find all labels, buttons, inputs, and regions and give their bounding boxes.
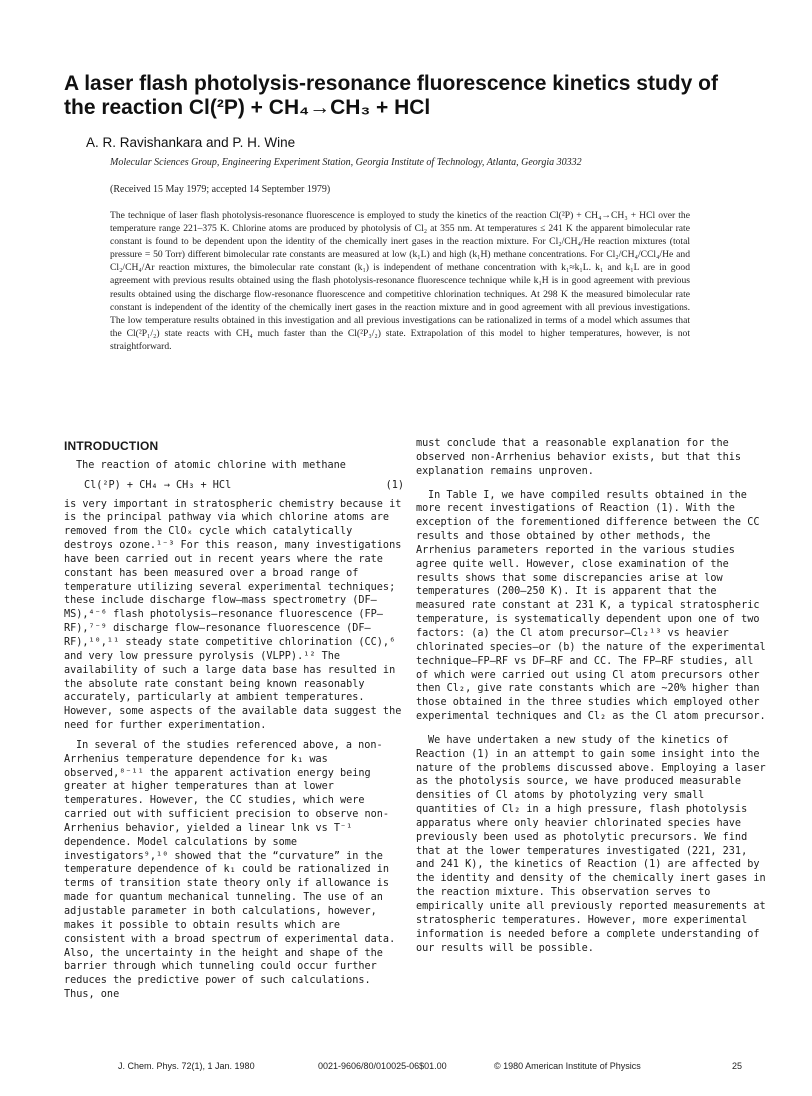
equation — [64, 479, 404, 493]
paragraph: In Table I, we have compiled results obtained in the more recent investigations of Reaction (1). With the exception of the forementioned difference between the CC results and those obtained by other methods, the Arrhenius parameters reported in the various studies agree quite well. However, close examination of the results shows that some discrepancies arise at low temperatures (200–250 K). It is apparent that the measured rate constant at 231 K, a typical stratospheric temperature, is systematically dependent upon one of two factors: (a) the Cl atom precursor—Cl₂¹³ vs heavier chlorinated species—or (b) the nature of the experimental technique—FP–RF vs DF–RF and CC. The FP–RF studies, all of which were carried out using Cl atom precursors other then Cl₂, give rate constants which are ~20% higher than those obtained in the three studies which employed other experimental techniques and Cl₂ as the Cl atom precursor. — [416, 489, 766, 723]
article-title: A laser flash photolysis-resonance fluorescence kinetics study of the reaction Cl(²P) + CH₄→CH₃ + HCl — [64, 72, 718, 119]
footer-journal: J. Chem. Phys. 72(1), 1 Jan. 1980 — [118, 1061, 255, 1071]
paragraph: must conclude that a reasonable explanation for the observed non-Arrhenius behavior exists, but that this explanation remains unproven. — [416, 438, 742, 477]
equation-number: (1) — [385, 479, 404, 491]
equation-text: Cl(²P) + CH₄ → CH₃ + HCl — [84, 479, 232, 491]
received-dates: (Received 15 May 1979; accepted 14 September 1979) — [110, 184, 331, 195]
footer-copyright: © 1980 American Institute of Physics — [494, 1061, 641, 1071]
paragraph: We have undertaken a new study of the kinetics of Reaction (1) in an attempt to gain some insight into the nature of the problems discussed above. Employing a laser as the photolysis source, we have produced measurable densities of Cl atoms by photolyzing very small quantities of Cl₂ in a high pressure, flash photolysis apparatus where only heavier chlorinated species have previously been used as photolytic precursors. We find that at the lower temperatures investigated (221, 231, and 241 K), the kinetics of Reaction (1) are affected by the identity and density of the chemically inert gases in the reaction mixture. This observation serves to empirically unite all previously reported measurements at stratospheric temperatures. However, more experimental information is needed before a complete understanding of our results will be possible. — [416, 734, 766, 954]
section-heading-introduction: INTRODUCTION — [64, 439, 159, 453]
affiliation: Molecular Sciences Group, Engineering Experiment Station, Georgia Institute of Technology, Atlanta, Georgia 30332 — [110, 157, 582, 168]
right-column — [416, 437, 766, 961]
authors: A. R. Ravishankara and P. H. Wine — [86, 135, 296, 150]
left-column — [64, 440, 404, 1008]
paragraph: In several of the studies referenced above, a non-Arrhenius temperature dependence for k₁ was observed,⁸⁻¹¹ the apparent activation energy being greater at higher temperatures than at lower temperatures. However, the CC studies, which were carried out with sufficient precision to observe non-Arrhenius behavior, yielded a linear lnk vs T⁻¹ dependence. Model calculations by some investigators⁹,¹⁰ showed that the “curvature” in the temperature dependence of k₁ could be rationalized in terms of transition state theory only if allowance is made for quantum mechanical tunneling. The use of an adjustable parameter in both calculations, however, makes it possible to obtain results which are consistent with a broad spectrum of experimental data. Also, the uncertainty in the height and shape of the barrier through which tunneling could occur further reduces the predictive power of such calculations. Thus, one — [64, 739, 396, 1001]
page-number: 25 — [732, 1061, 743, 1071]
paragraph: The reaction of atomic chlorine with methane — [76, 459, 346, 471]
footer-code: 0021-9606/80/010025-06$01.00 — [318, 1061, 447, 1071]
abstract: The technique of laser flash photolysis-resonance fluorescence is employed to study the kinetics of the reaction Cl(²P) + CH₄→CH₃ + HCl over the temperature range 221–375 K. Chlorine atoms are produced by photolysis of Cl₂ at 355 nm. At temperatures ≤ 241 K the apparent bimolecular rate constant is found to be dependent upon the identity of the chemically inert gases in the reaction mixture. For Cl₂/CH₄/He reaction mixtures (total pressure = 50 Torr) different bimolecular rate constants are measured at low (k₁L) and high (k₁H) methane concentrations. For Cl₂/CH₄/CCl₄/He and Cl₂/CH₄/Ar reaction mixtures, the bimolecular rate constant (k₁) is independent of methane concentration with k₁≈k₁L. k₁ and k₁L are in good agreement with previous results obtained using the flash photolysis-resonance fluorescence technique while k₁H is in good agreement with previous results obtained using the discharge flow-resonance fluorescence and competitive chlorination techniques. At 298 K the measured bimolecular rate constant is independent of the identity of the chemically inert gases in the reaction mixture and in good agreement with all previous investigations. The low temperature results obtained in this investigation and all previous investigations can be rationalized in terms of a model which assumes that the Cl(²P₁/₂) state reacts with CH₄ much faster than the Cl(²P₃/₂) state. Extrapolation of this model to higher temperatures, however, is not straightforward. — [110, 210, 690, 352]
paragraph: is very important in stratospheric chemistry because it is the principal pathway via which chlorine atoms are removed from the ClOₓ cycle which catalytically destroys ozone.¹⁻³ For this reason, many investigations have been carried out in recent years where the rate constant has been measured over a broad range of temperature utilizing several experimental techniques; these include discharge flow–mass spectrometry (DF–MS),⁴⁻⁶ flash photolysis–resonance fluorescence (FP–RF),⁷⁻⁹ discharge flow–resonance fluorescence (DF–RF),¹⁰,¹¹ steady state competitive chlorination (CC),⁶ and very low pressure pyrolysis (VLPP).¹² The availability of such a large data base has resulted in the absolute rate constant being known reasonably accurately, particularly at ambient temperatures. However, some aspects of the available data suggest the need for further experimentation. — [64, 498, 402, 732]
